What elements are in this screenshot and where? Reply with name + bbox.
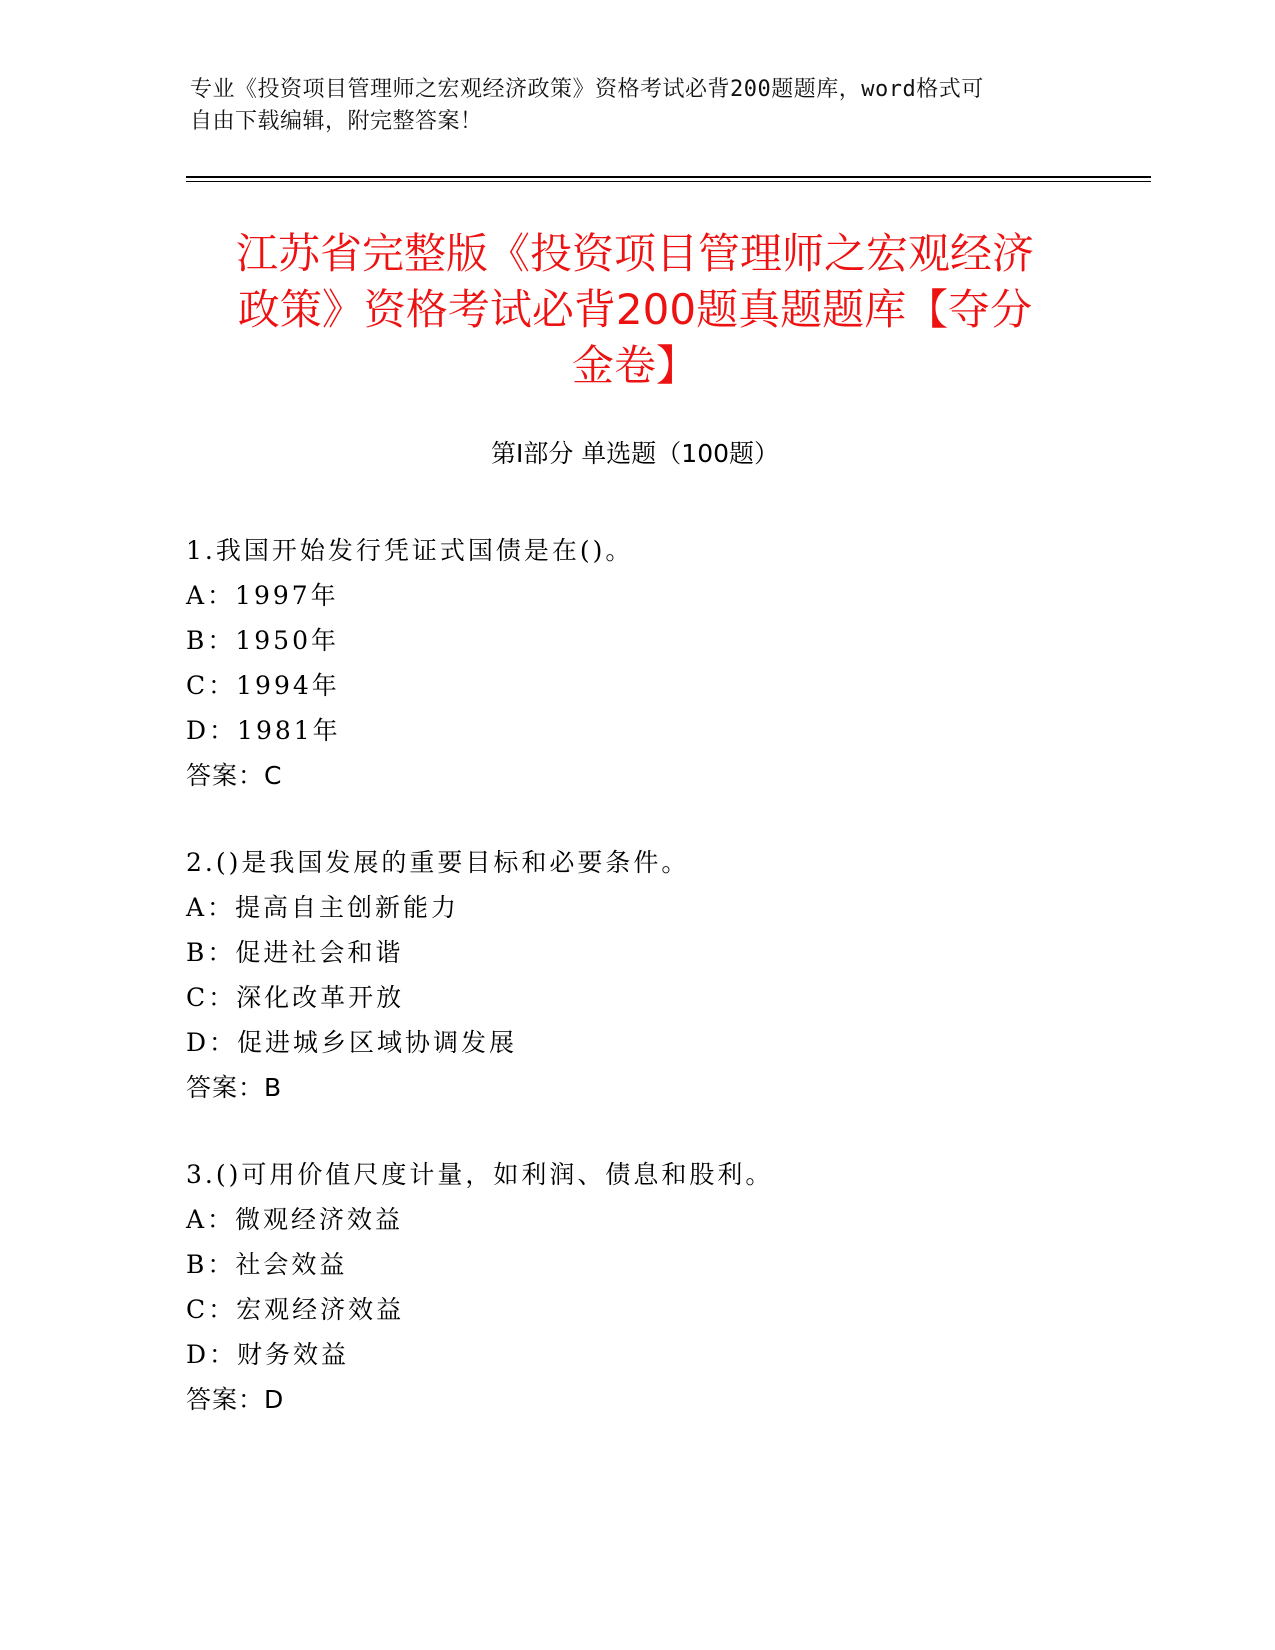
question-list [186, 528, 1086, 1464]
question-option: D：财务效益 [186, 1340, 350, 1369]
question-option: C：深化改革开放 [186, 983, 405, 1012]
question-answer: 答案：B [186, 1073, 283, 1102]
question-option: C：1994年 [186, 671, 340, 700]
question-stem: 2.()是我国发展的重要目标和必要条件。 [186, 848, 690, 877]
question-answer: 答案：C [186, 761, 283, 790]
question-option: C：宏观经济效益 [186, 1295, 405, 1324]
question-option: A：微观经济效益 [186, 1205, 404, 1234]
question-stem: 3.()可用价值尺度计量，如利润、债息和股利。 [186, 1160, 774, 1189]
question-option: A：1997年 [186, 581, 339, 610]
question-option: D：1981年 [186, 716, 341, 745]
question-option: B：社会效益 [186, 1250, 348, 1279]
header-divider-thin [186, 181, 1151, 182]
question-option: A：提高自主创新能力 [186, 893, 460, 922]
title-line: 政策》资格考试必背200题真题题库【夺分 [237, 285, 1033, 334]
section-heading: 第I部分 单选题（100题） [490, 439, 780, 468]
question-item [186, 840, 1086, 1110]
question-answer: 答案：D [186, 1385, 285, 1414]
document-title [190, 226, 1080, 394]
question-option: B：1950年 [186, 626, 339, 655]
header-divider-thick [186, 176, 1151, 178]
header-note-line: 自由下载编辑，附完整答案！ [190, 109, 483, 134]
title-line: 江苏省完整版《投资项目管理师之宏观经济 [235, 229, 1034, 278]
title-line: 金卷】 [571, 341, 698, 390]
question-stem: 1.我国开始发行凭证式国债是在()。 [186, 536, 634, 565]
question-option: B：促进社会和谐 [186, 938, 404, 967]
header-note [190, 74, 1070, 138]
header-note-line: 专业《投资项目管理师之宏观经济政策》资格考试必背200题题库，word格式可 [190, 77, 984, 102]
question-item [186, 528, 1086, 798]
question-item [186, 1152, 1086, 1422]
question-option: D：促进城乡区域协调发展 [186, 1028, 518, 1057]
